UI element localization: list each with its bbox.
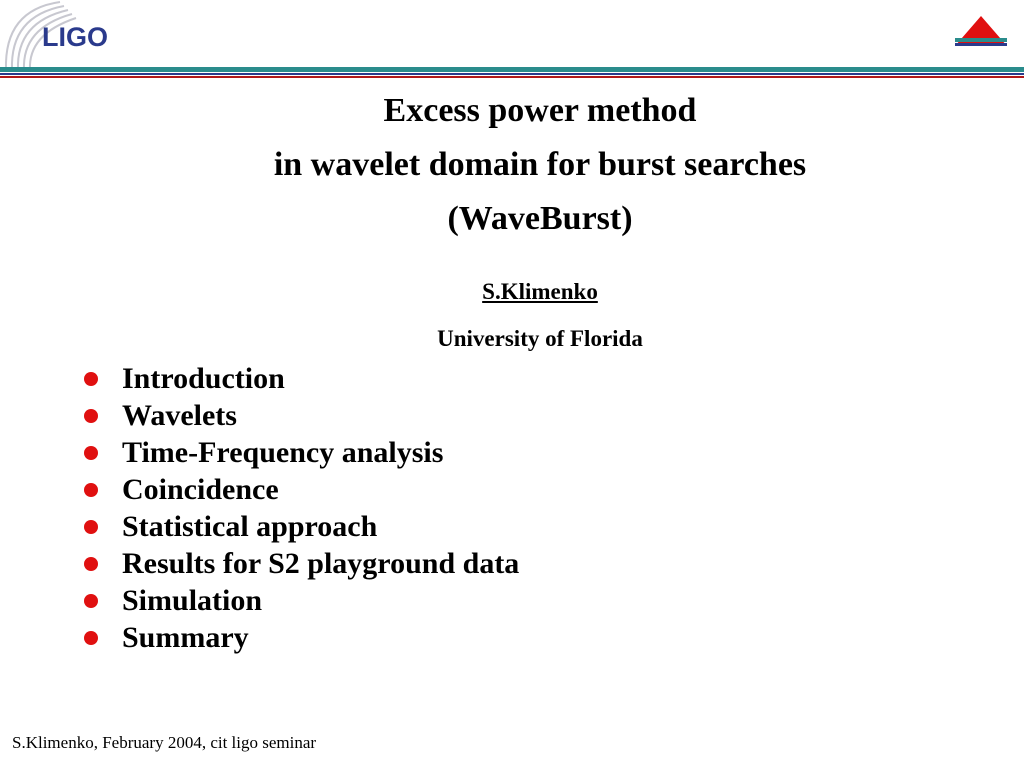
bullet-dot-icon <box>84 409 98 423</box>
title-line-3: (WaveBurst) <box>447 200 633 237</box>
affiliation: University of Florida <box>437 326 643 351</box>
list-item-label: Statistical approach <box>122 509 378 543</box>
footer-text: S.Klimenko, February 2004, cit ligo seminar <box>12 733 317 752</box>
bullet-dot-icon <box>84 446 98 460</box>
slide-title <box>0 84 1024 246</box>
rule-red <box>0 76 1024 78</box>
bullet-dot-icon <box>84 594 98 608</box>
author-name: S.Klimenko <box>482 279 598 304</box>
list-item <box>84 434 519 471</box>
list-item-label: Wavelets <box>122 398 237 432</box>
list-item <box>84 582 519 619</box>
list-item <box>84 397 519 434</box>
list-item <box>84 545 519 582</box>
list-item-label: Coincidence <box>122 472 279 506</box>
list-item <box>84 471 519 508</box>
bullet-dot-icon <box>84 372 98 386</box>
list-item-label: Simulation <box>122 583 263 617</box>
bullet-dot-icon <box>84 483 98 497</box>
agenda-list <box>84 360 519 656</box>
header-rule <box>0 67 1024 79</box>
list-item-label: Results for S2 playground data <box>122 546 520 580</box>
caltech-triangle-icon <box>953 14 1009 50</box>
rule-teal <box>0 67 1024 72</box>
bullet-dot-icon <box>84 631 98 645</box>
list-item-label: Introduction <box>122 361 285 395</box>
title-line-1: Excess power method <box>383 92 697 129</box>
list-item-label: Summary <box>122 620 249 654</box>
bullet-dot-icon <box>84 557 98 571</box>
list-item <box>84 360 519 397</box>
logo-text: LIGO <box>42 22 108 52</box>
rule-blue <box>0 73 1024 75</box>
list-item-label: Time-Frequency analysis <box>122 435 444 469</box>
title-line-2: in wavelet domain for burst searches <box>273 146 807 183</box>
list-item <box>84 508 519 545</box>
bullet-dot-icon <box>84 520 98 534</box>
ligo-logo <box>0 0 140 76</box>
list-item <box>84 619 519 656</box>
